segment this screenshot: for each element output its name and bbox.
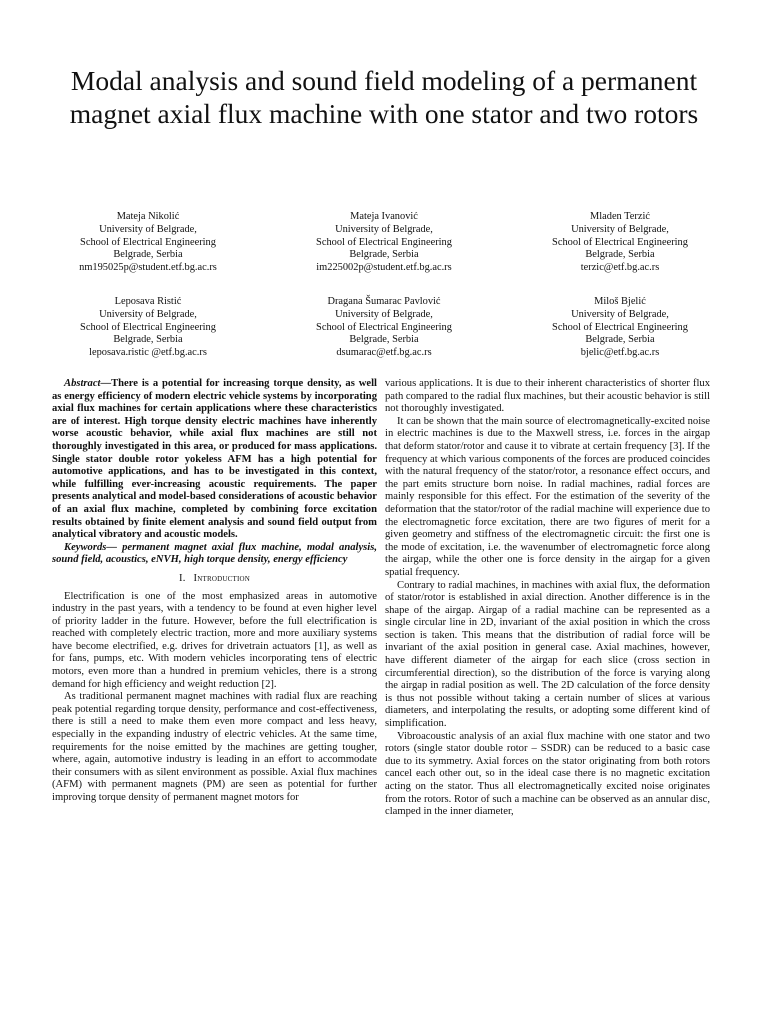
author-block: [30, 211, 738, 360]
abstract-text: —There is a potential for increasing torque density, as well as energy efficiency of modern electric vehicle systems by incorporating axial flux machines for certain applications where these characteristics are of interest. High torque density electric machines have inherently worse acoustic behavior, while axial flux machines are still not thoroughly investigated in this area, or produced for mass applications. Single stator double rotor yokeless AFM has a high potential for automotive applications, and has to be investigated in this context, while fulfilling ever-increasing acoustic requirements. The paper presents analytical and model-based considerations of acoustic behavior of an axial flux machine, completed by combining force excitation results obtained by finite element analysis and sound field output from analytical vibratory and acoustic models.: [52, 378, 377, 541]
author-school: School of Electrical Engineering: [316, 321, 452, 333]
author-name: Mateja Ivanović: [350, 211, 418, 222]
author-university: University of Belgrade,: [335, 223, 433, 235]
left-column: [52, 378, 377, 805]
right-column: [385, 378, 710, 819]
author-email: leposava.ristic @etf.bg.ac.rs: [89, 347, 207, 359]
author-name: Miloš Bjelić: [594, 295, 646, 307]
abstract-label: Abstract: [64, 378, 101, 389]
author-university: University of Belgrade,: [99, 223, 197, 235]
author-card: [266, 211, 502, 275]
section-title: Introduction: [193, 572, 251, 584]
author-card: [30, 296, 266, 360]
paper-title: Modal analysis and sound field modeling of a permanent magnet axial flux machine with one stator and two rotors: [69, 65, 699, 129]
author-school: School of Electrical Engineering: [80, 321, 216, 333]
author-university: University of Belgrade,: [335, 308, 433, 320]
author-email: terzic@etf.bg.ac.rs: [580, 262, 660, 274]
keywords-label: Keywords: [64, 541, 107, 553]
section-number: I.: [178, 572, 186, 584]
author-school: School of Electrical Engineering: [552, 236, 688, 248]
body-paragraph: various applications. It is due to their inherent characteristics of shorter flux path compared to the radial flux machines, but their acoustic behavior is still not thoroughly investigated.: [385, 378, 710, 415]
author-email: bjelic@etf.bg.ac.rs: [580, 347, 660, 359]
abstract: [52, 378, 377, 542]
author-city: Belgrade, Serbia: [585, 334, 655, 346]
author-school: School of Electrical Engineering: [552, 321, 688, 333]
author-email: nm195025p@student.etf.bg.ac.rs: [79, 262, 217, 274]
body-paragraph: As traditional permanent magnet machines with radial flux are reaching peak potential regarding torque density, performance and cost-effectiveness, there is still a need to make them even more compact and less heavy, especially in the expanding industry of electric vehicles. At the same time, requirements for the noise emitted by the machines are getting tougher, where, again, automotive industry is leading in an effort to accommodate their consumers with as silent environment as possible. Axial flux machines (AFM) with permanent magnets (PM) are seen as potential for further improving torque density of permanent magnet motors for: [52, 691, 377, 803]
author-card: [502, 211, 738, 275]
author-name: Dragana Šumarac Pavlović: [327, 295, 441, 307]
author-card: [266, 296, 502, 360]
author-school: School of Electrical Engineering: [316, 236, 452, 248]
author-email: im225002p@student.etf.bg.ac.rs: [316, 262, 452, 274]
author-city: Belgrade, Serbia: [585, 249, 655, 261]
keywords-text: — permanent magnet axial flux machine, modal analysis, sound field, acoustics, eNVH, high torque density, energy efficiency: [52, 541, 377, 566]
author-school: School of Electrical Engineering: [80, 236, 216, 248]
author-name: Mladen Terzić: [590, 211, 650, 222]
author-university: University of Belgrade,: [571, 308, 669, 320]
body-paragraph: Contrary to radial machines, in machines with axial flux, the deformation of stator/rotor is established in axial direction. Another difference is in the shape of the airgap. Airgap of a radial machine can be represented as a single circular line in 2D, invariant of the axial position in which the cross section is taken. This means that the distribution of radial force will be invariant of the axial position in general case. Axial machines, however, have different diameter of the airgap for each slice (cross section in circumferential direction), so the distribution of the force is varying along the airgap in radial position as well. The 2D calculation of the force density is thus not possible without taking a certain number of slices at various diameters, and interpolating the results, or adopting some different kind of simplification.: [385, 579, 710, 730]
author-city: Belgrade, Serbia: [113, 334, 183, 346]
author-card: [502, 296, 738, 360]
author-email: dsumarac@etf.bg.ac.rs: [336, 347, 432, 359]
author-name: Leposava Ristić: [114, 295, 182, 307]
body-paragraph: Electrification is one of the most emphasized areas in automotive industry in the past years, with a tendency to be found at even higher level of priority ladder in the future. However, before the full electrification is reached with completely electric traction, more and more auxiliary systems have become electrified, e.g. drives for drivetrain actuators [1], as well as for fans, pumps, etc. With modern vehicles incorporating tens of electric motors, even more than a hundred in premium vehicles, there is a strong demand for high efficiency and weight reduction [2].: [52, 590, 377, 690]
author-city: Belgrade, Serbia: [349, 334, 419, 346]
author-name: Mateja Nikolić: [116, 211, 180, 222]
author-card: [30, 211, 266, 275]
section-heading: [52, 573, 377, 586]
author-university: University of Belgrade,: [571, 223, 669, 235]
author-city: Belgrade, Serbia: [113, 249, 183, 261]
author-city: Belgrade, Serbia: [349, 249, 419, 261]
keywords: [52, 542, 377, 567]
author-university: University of Belgrade,: [99, 308, 197, 320]
body-paragraph: Vibroacoustic analysis of an axial flux machine with one stator and two rotors (single stator double rotor – SSDR) can be reduced to a basic case due to its symmetry. Axial forces on the stator originating from both rotors cancel each other out, so in the ideal case there is no magnetic excitation acting on the stator. Thus all electromagnetically excited noise originates from the rotors. Rotor of such a machine can be observed as an annular disc, clamped in the inner diameter,: [385, 730, 710, 818]
body-paragraph: It can be shown that the main source of electromagnetically-excited noise in electric machines is due to the Maxwell stress, i.e. forces in the airgap that deform stator/rotor and cause it to vibrate at certain frequency [3]. If the frequency at which various components of the forces are produced coincides with the natural frequency of the stator/rotor, a resonance effect occurs, and the part emits structure born noise. In radial machines, radial forces are mainly responsible for this effect. For the estimation of the severity of the deformation that the stator/rotor of the radial machine will experience due to the electromagnetic force excitation, there are two figures of merit for a given geometry and stiffness of the electromagnetic circuit: the first one is the mode of excitation, i.e. the wavenumber of electromagnetic force along the airgap, while the other one is force density in the airgap for a given spatial frequency.: [385, 415, 710, 578]
